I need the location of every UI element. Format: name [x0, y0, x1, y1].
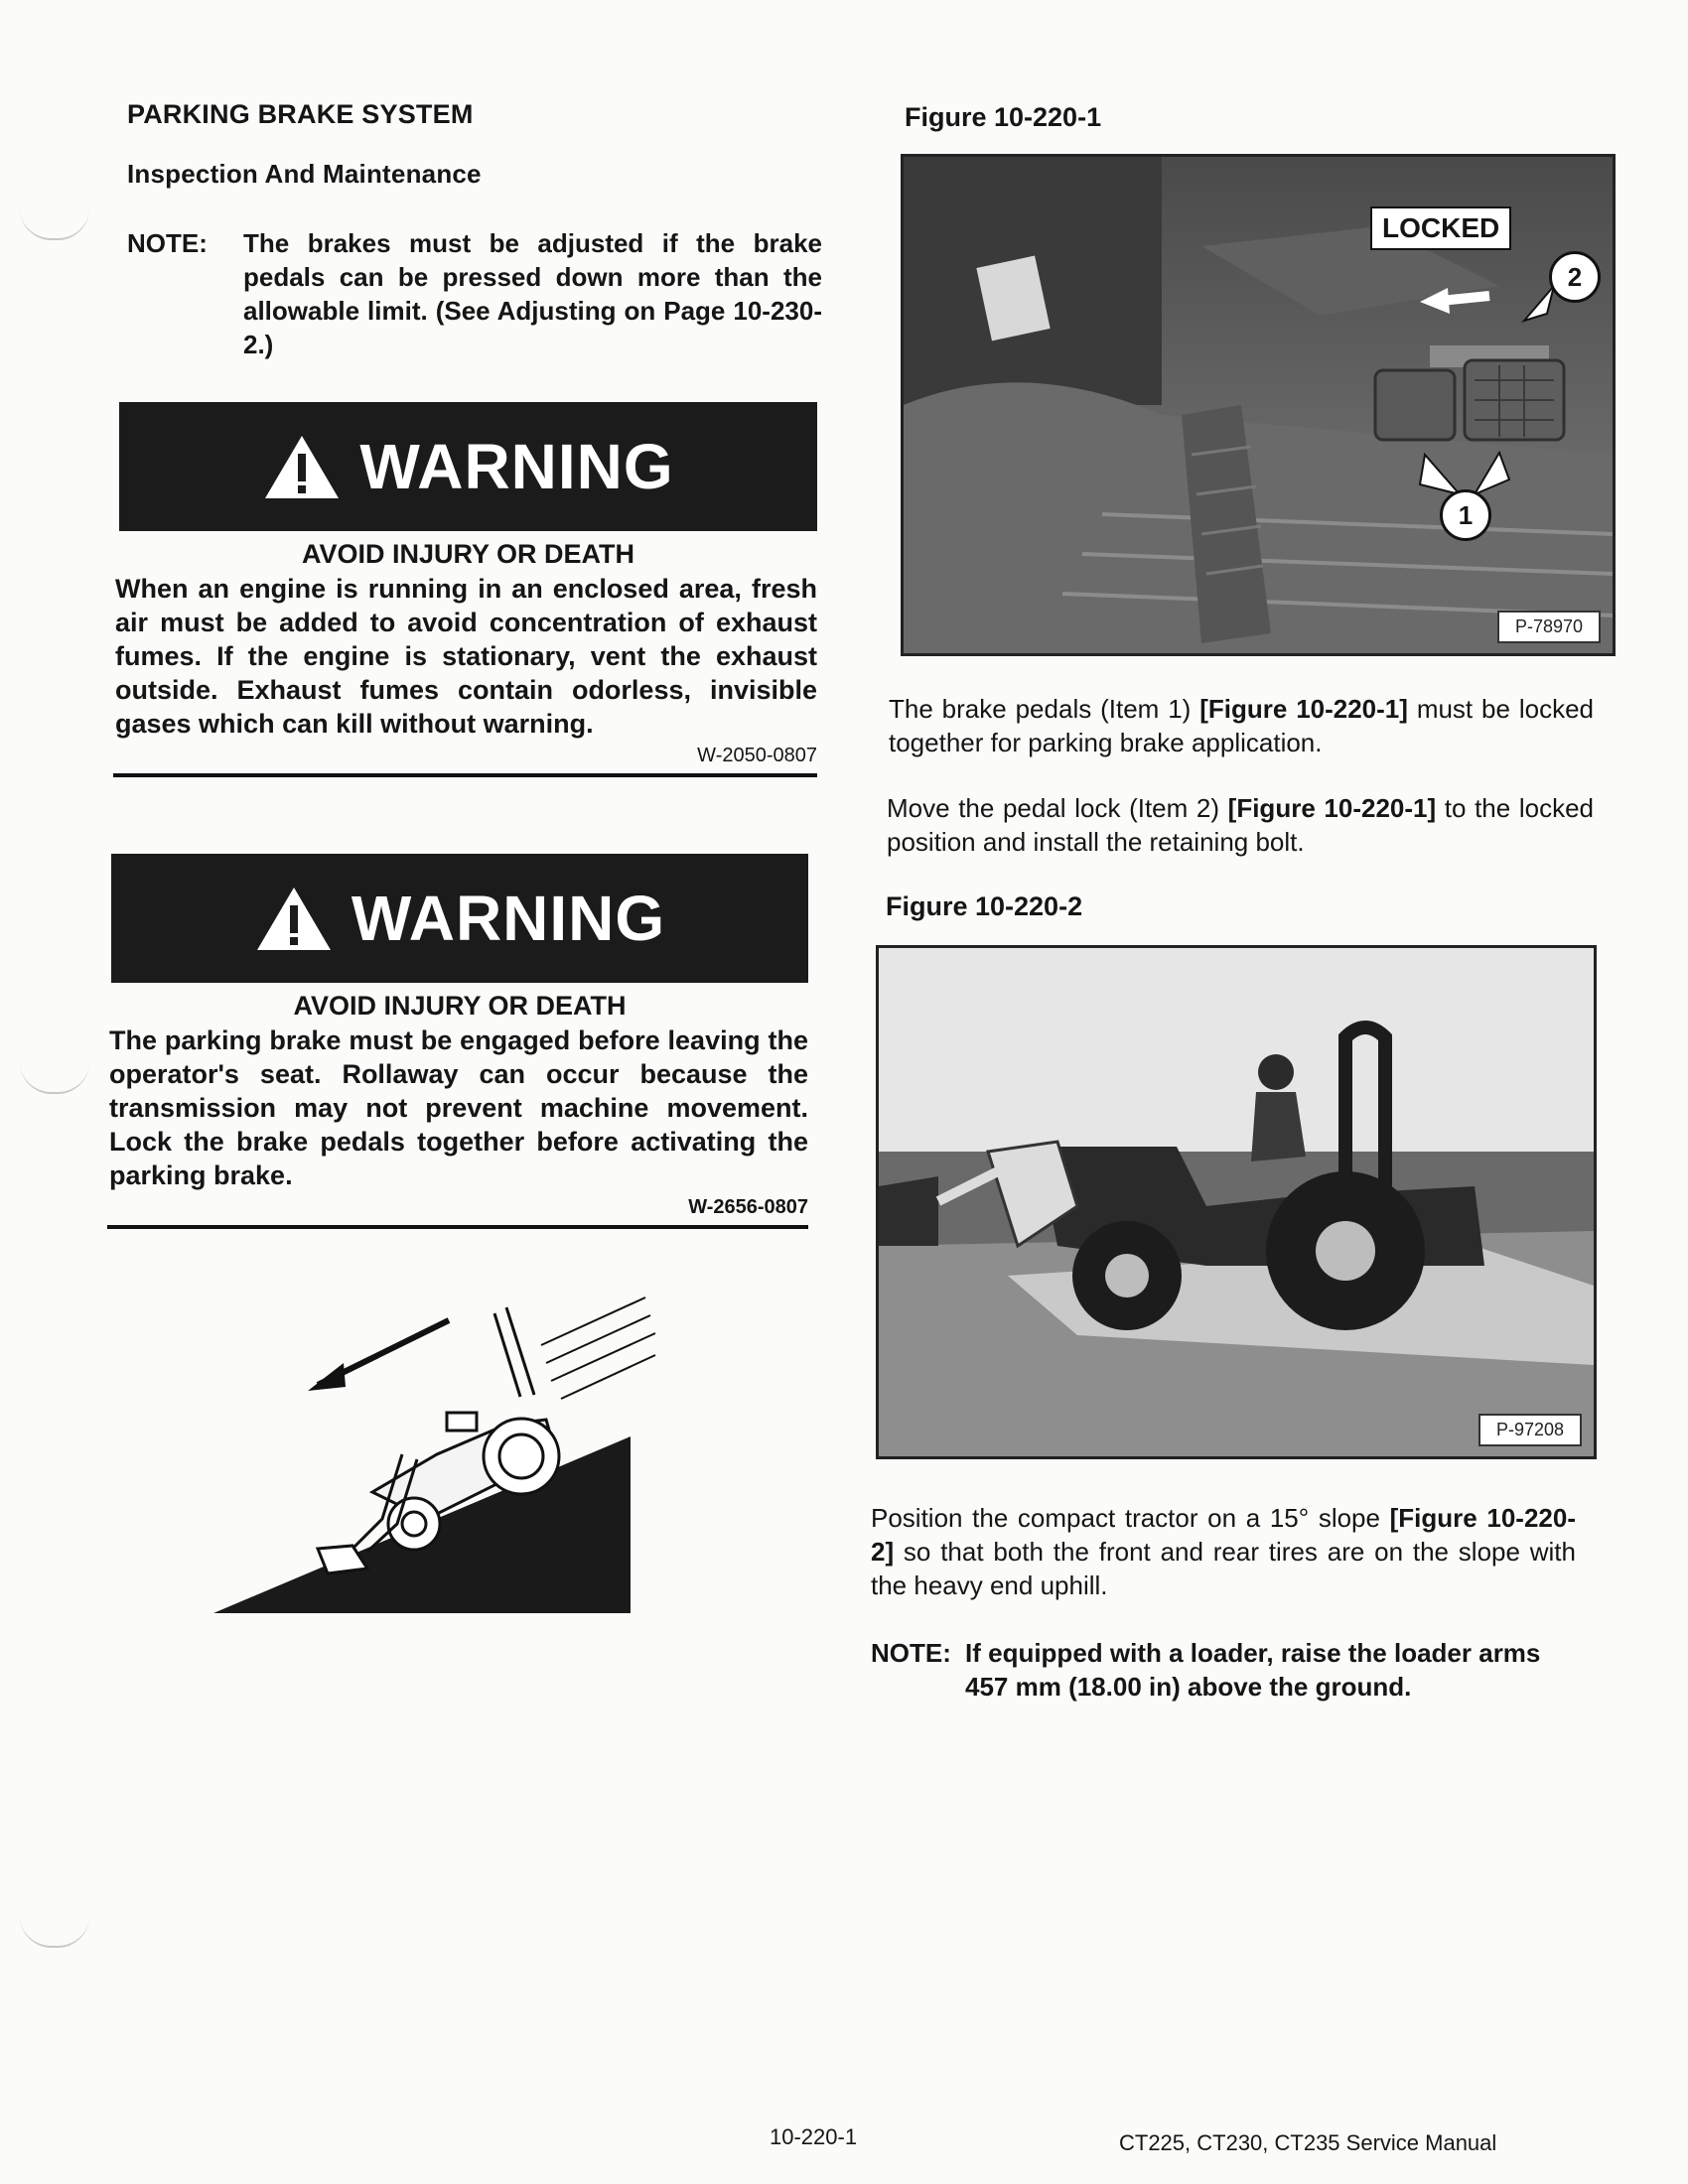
tractor-on-slope-icon	[179, 1286, 695, 1623]
tractor-on-slope-photo	[879, 948, 1594, 1456]
subsection-title: Inspection And Maintenance	[127, 159, 482, 189]
figure-ref: [Figure 10-220-2]	[871, 1503, 1576, 1567]
section-title: PARKING BRAKE SYSTEM	[127, 99, 474, 129]
paragraph-brake-pedals	[889, 692, 1594, 759]
figure2-title: Figure 10-220-2	[886, 891, 1083, 921]
warning-banner	[111, 854, 808, 983]
warning-box-2	[111, 854, 808, 1229]
para3-text: so that both the front and rear tires are on the slope with the heavy end uphill.	[871, 1537, 1576, 1600]
warning-title: WARNING	[351, 883, 666, 954]
warning-body: When an engine is running in an enclosed area, fresh air must be added to avoid concentration of exhaust fumes. If the engine is stationary, vent the exhaust outside. Exhaust fumes contain odorless, invisible gases which can kill without warning.	[115, 574, 817, 739]
warning-banner	[119, 402, 817, 531]
note-loader	[871, 1636, 1576, 1704]
punch-mark	[20, 1916, 89, 1948]
warning-rule	[113, 773, 817, 777]
figure1-title: Figure 10-220-1	[905, 102, 1102, 132]
callout-1: 1	[1440, 489, 1491, 541]
figure2-photo	[876, 945, 1597, 1459]
note-text: The brakes must be adjusted if the brake pedals can be pressed down more than the allowable limit. (See Adjusting on Page 10-230-2.)	[243, 228, 822, 359]
figure1-code: P-78970	[1497, 611, 1601, 643]
page-number: 10-220-1	[770, 2124, 858, 2149]
note-text: If equipped with a loader, raise the loader arms 457 mm (18.00 in) above the ground.	[965, 1638, 1541, 1702]
warning-code: W-2656-0807	[688, 1196, 808, 1218]
para3-text: Position the compact tractor on a 15° slope	[871, 1503, 1390, 1533]
note-block	[127, 226, 822, 361]
figure1-photo	[901, 154, 1616, 656]
note-label: NOTE:	[871, 1638, 951, 1668]
figure-ref: [Figure 10-220-1]	[1199, 694, 1408, 724]
callout-2: 2	[1549, 251, 1601, 303]
warning-triangle-icon	[262, 432, 342, 501]
figure-ref: [Figure 10-220-1]	[1227, 793, 1437, 823]
warning-heading: AVOID INJURY OR DEATH	[293, 991, 627, 1021]
para1-text: The brake pedals (Item 1)	[889, 694, 1200, 724]
manual-title: CT225, CT230, CT235 Service Manual	[1119, 2130, 1497, 2155]
punch-mark	[20, 1062, 89, 1094]
locked-label: LOCKED	[1370, 206, 1511, 250]
para2-text: to the locked position and install the retaining bolt.	[887, 793, 1594, 857]
paragraph-pedal-lock	[887, 791, 1594, 859]
figure2-code: P-97208	[1478, 1414, 1582, 1446]
warning-rule	[107, 1225, 808, 1229]
warning-box-1	[115, 402, 817, 777]
para2-text: Move the pedal lock (Item 2)	[887, 793, 1228, 823]
warning-triangle-icon	[254, 884, 334, 953]
warning-heading: AVOID INJURY OR DEATH	[301, 539, 635, 569]
note-label: NOTE:	[127, 228, 208, 258]
para1-text: must be locked together for parking brake application.	[889, 694, 1594, 757]
warning-code: W-2050-0807	[697, 745, 817, 766]
warning-body: The parking brake must be engaged before leaving the operator's seat. Rollaway can occur because the transmission may not prevent machine movement. Lock the brake pedals together before activating the parking brake.	[109, 1025, 808, 1190]
paragraph-slope	[871, 1501, 1576, 1602]
warning-title: WARNING	[359, 431, 674, 502]
punch-mark	[20, 208, 89, 240]
